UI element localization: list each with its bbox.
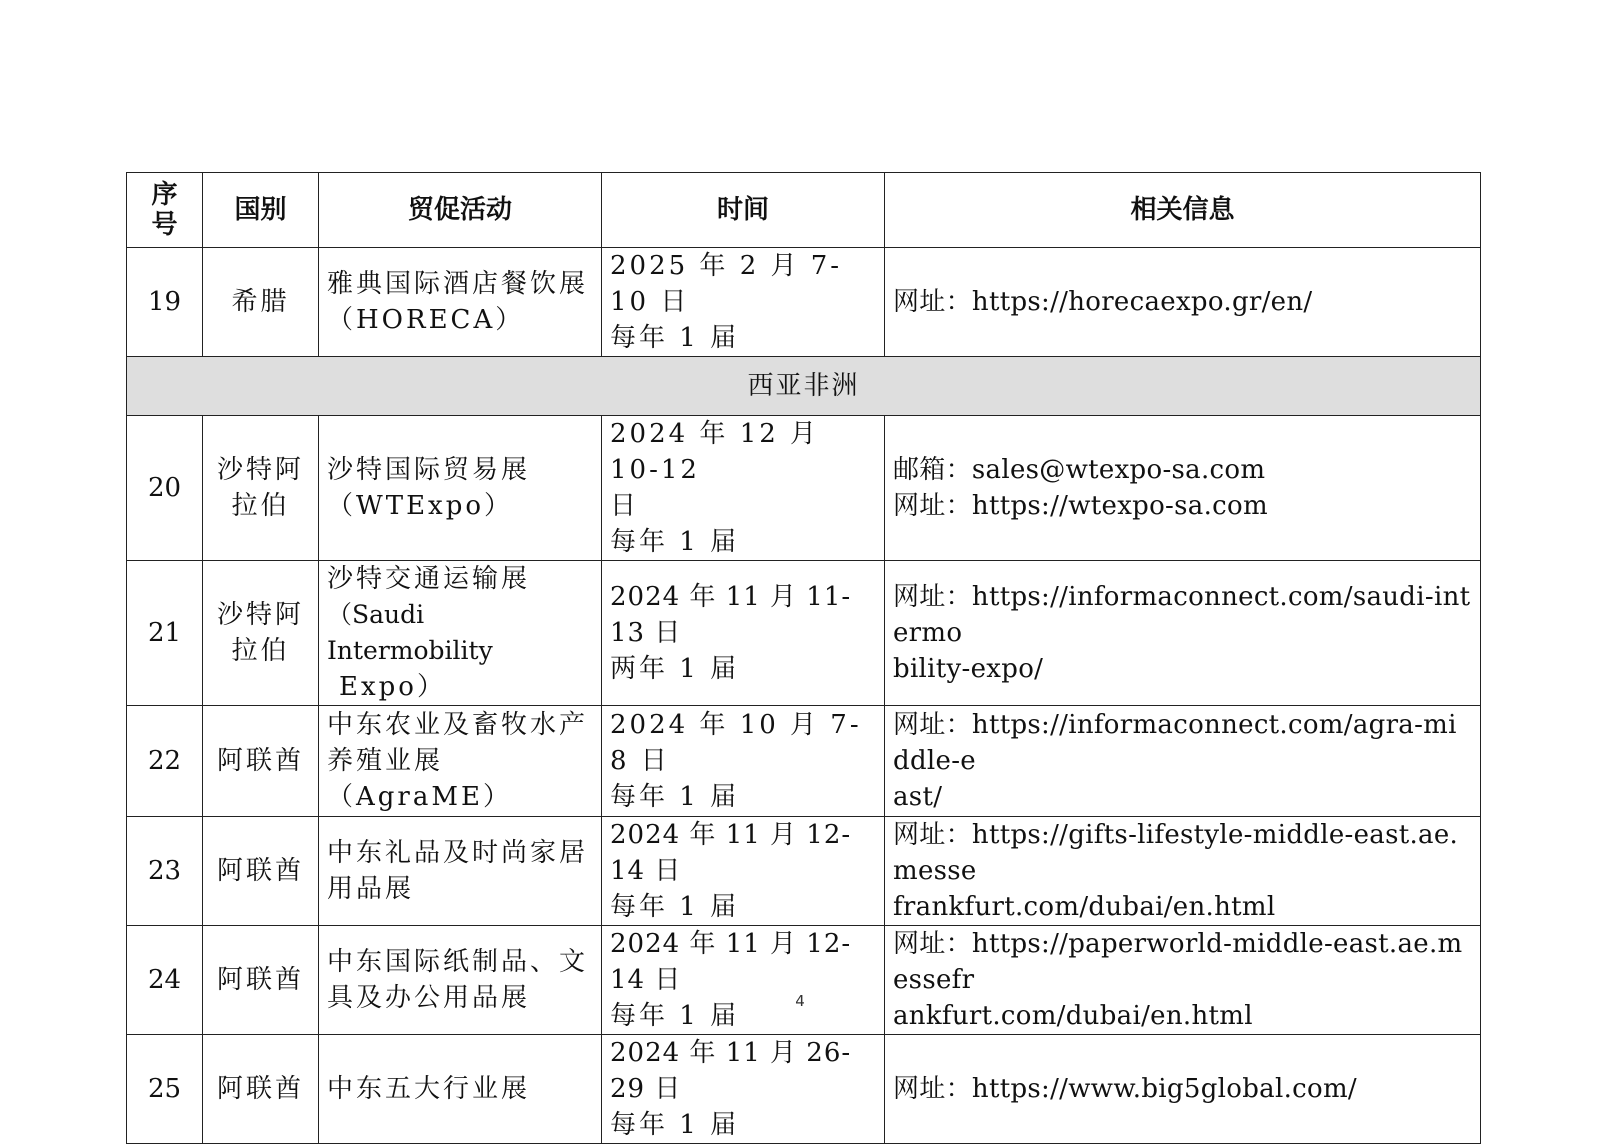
time-line: 2024 年 11 月 12-14 日: [610, 929, 852, 995]
activity-line: 养殖业展: [327, 746, 444, 776]
table-row-19: [127, 248, 1481, 357]
country-line: 沙特阿: [216, 455, 304, 485]
seq-cell: 24: [127, 926, 203, 1035]
activity-line: 中东五大行业展: [327, 1074, 531, 1104]
activity-cell: [319, 248, 602, 357]
info-line: 网址：https://informaconnect.com/agra-middle-e: [893, 710, 1457, 776]
info-line: 网址：https://horecaexpo.gr/en/: [893, 287, 1313, 317]
info-cell: [885, 1035, 1481, 1144]
time-line: 每年 1 届: [610, 527, 740, 557]
activity-line: 沙特交通运输展: [327, 564, 531, 594]
activity-cell: [319, 1035, 602, 1144]
region-label: 西亚非洲: [127, 357, 1481, 416]
time-line: 2024 年 10 月 7-8 日: [610, 710, 862, 776]
seq-cell: 22: [127, 706, 203, 817]
time-line: 每年 1 届: [610, 782, 740, 812]
activity-line: 中东礼品及时尚家居: [327, 838, 589, 868]
seq-cell: 21: [127, 561, 203, 706]
activity-line: （AgraME）: [327, 782, 512, 812]
activity-line: 具及办公用品展: [327, 983, 531, 1013]
info-line: frankfurt.com/dubai/en.html: [893, 892, 1276, 922]
time-line: 2025 年 2 月 7-10 日: [610, 251, 843, 317]
country-cell: [203, 416, 319, 561]
header-time: 时间: [602, 173, 885, 248]
country-cell: 希腊: [203, 248, 319, 357]
country-line: 沙特阿: [216, 600, 304, 630]
activity-line: 用品展: [327, 874, 415, 904]
email-line: 邮箱：sales@wtexpo-sa.com: [893, 455, 1266, 485]
header-info: 相关信息: [885, 173, 1481, 248]
info-line: 网址：https://www.big5global.com/: [893, 1074, 1357, 1104]
time-line: 两年 1 届: [610, 654, 740, 684]
table-row-25: [127, 1035, 1481, 1144]
activity-line: （Saudi Intermobility: [327, 600, 493, 665]
info-cell: [885, 561, 1481, 706]
activity-line: （HORECA）: [327, 305, 525, 335]
activity-cell: [319, 926, 602, 1035]
country-cell: 阿联酋: [203, 706, 319, 817]
activity-line: （WTExpo）: [327, 491, 514, 521]
info-line: ankfurt.com/dubai/en.html: [893, 1001, 1253, 1031]
header-country: 国别: [203, 173, 319, 248]
time-cell: [602, 817, 885, 926]
country-cell: 阿联酋: [203, 817, 319, 926]
country-line: 拉伯: [231, 636, 290, 666]
activity-line: 沙特国际贸易展: [327, 455, 531, 485]
activity-cell: [319, 416, 602, 561]
info-cell: [885, 416, 1481, 561]
time-cell: [602, 561, 885, 706]
activity-cell: [319, 561, 602, 706]
time-line: 2024 年 11 月 11-13 日: [610, 582, 852, 648]
info-line: 网址：https://gifts-lifestyle-middle-east.ae.messe: [893, 820, 1459, 886]
time-cell: [602, 1035, 885, 1144]
header-activity: 贸促活动: [319, 173, 602, 248]
time-cell: [602, 416, 885, 561]
table-row-24: [127, 926, 1481, 1035]
time-cell: [602, 926, 885, 1035]
time-line: 每年 1 届: [610, 1001, 740, 1031]
table-row-21: [127, 561, 1481, 706]
time-line: 每年 1 届: [610, 1110, 740, 1140]
country-cell: 阿联酋: [203, 926, 319, 1035]
activity-line: Expo）: [339, 672, 446, 702]
info-line: ast/: [893, 782, 943, 812]
time-line: 日: [610, 491, 640, 521]
activity-line: 中东农业及畜牧水产: [327, 710, 589, 740]
time-line: 2024 年 12 月 10-12: [610, 419, 820, 485]
info-cell: [885, 706, 1481, 817]
page-number: 4: [795, 992, 805, 1010]
header-row: [127, 173, 1481, 248]
table-row-20: [127, 416, 1481, 561]
time-line: 2024 年 11 月 26-29 日: [610, 1038, 852, 1104]
country-cell: 阿联酋: [203, 1035, 319, 1144]
activity-line: 中东国际纸制品、文: [327, 947, 589, 977]
info-line: 网址：https://wtexpo-sa.com: [893, 491, 1268, 521]
info-cell: [885, 817, 1481, 926]
table-row-23: [127, 817, 1481, 926]
info-cell: [885, 926, 1481, 1035]
activity-cell: [319, 706, 602, 817]
info-cell: [885, 248, 1481, 357]
time-line: 每年 1 届: [610, 323, 740, 353]
info-line: bility-expo/: [893, 654, 1044, 684]
header-seq: 序号: [127, 173, 203, 248]
seq-cell: 23: [127, 817, 203, 926]
seq-cell: 20: [127, 416, 203, 561]
country-line: 拉伯: [231, 491, 290, 521]
time-line: 每年 1 届: [610, 892, 740, 922]
activity-line: 雅典国际酒店餐饮展: [327, 269, 589, 299]
seq-cell: 25: [127, 1035, 203, 1144]
time-line: 2024 年 11 月 12-14 日: [610, 820, 852, 886]
time-cell: [602, 706, 885, 817]
info-line: 网址：https://paperworld-middle-east.ae.messefr: [893, 929, 1463, 995]
table-row-22: [127, 706, 1481, 817]
seq-cell: 19: [127, 248, 203, 357]
activity-cell: [319, 817, 602, 926]
time-cell: [602, 248, 885, 357]
info-line: 网址：https://informaconnect.com/saudi-intermo: [893, 582, 1471, 648]
country-cell: [203, 561, 319, 706]
region-row: [127, 357, 1481, 416]
